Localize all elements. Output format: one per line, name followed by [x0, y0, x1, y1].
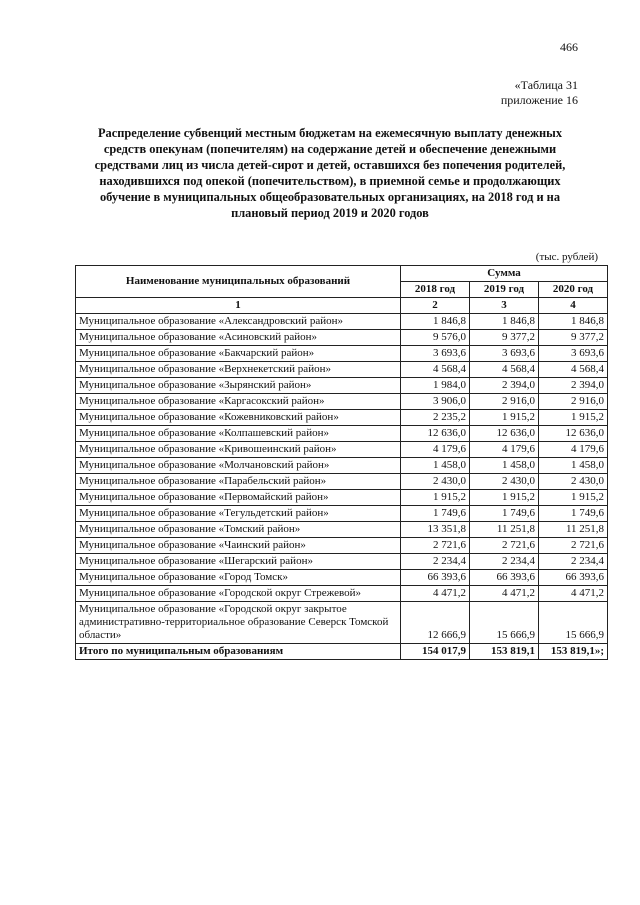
value-2019-cell: 1 915,2	[470, 490, 539, 506]
value-2019-cell: 4 179,6	[470, 442, 539, 458]
column-index-row	[76, 298, 608, 314]
value-2018-cell: 1 915,2	[401, 490, 470, 506]
municipality-name-cell: Муниципальное образование «Молчановский район»	[76, 458, 401, 474]
municipality-name-cell: Муниципальное образование «Бакчарский район»	[76, 346, 401, 362]
value-2020-cell: 9 377,2	[539, 330, 608, 346]
table-row	[76, 410, 608, 426]
value-2019-cell: 2 430,0	[470, 474, 539, 490]
table-row	[76, 330, 608, 346]
table-row	[76, 490, 608, 506]
value-2020-cell: 2 394,0	[539, 378, 608, 394]
table-row	[76, 474, 608, 490]
value-2018-cell: 4 471,2	[401, 586, 470, 602]
value-2019-cell: 2 394,0	[470, 378, 539, 394]
value-2020-cell: 15 666,9	[539, 602, 608, 644]
value-2020-cell: 11 251,8	[539, 522, 608, 538]
municipality-name-cell: Муниципальное образование «Верхнекетский район»	[76, 362, 401, 378]
value-2019-cell: 12 636,0	[470, 426, 539, 442]
value-2019-cell: 2 234,4	[470, 554, 539, 570]
municipality-name-cell: Муниципальное образование «Томский район»	[76, 522, 401, 538]
table-row	[76, 426, 608, 442]
value-2020-cell: 2 234,4	[539, 554, 608, 570]
table-ref-line1: «Таблица 31	[514, 78, 578, 92]
value-2019-cell: 4 471,2	[470, 586, 539, 602]
table-ref-line2: приложение 16	[500, 93, 578, 107]
value-2018-cell: 1 749,6	[401, 506, 470, 522]
value-2018-cell: 1 846,8	[401, 314, 470, 330]
value-2018-cell: 4 568,4	[401, 362, 470, 378]
value-2019-cell: 2 916,0	[470, 394, 539, 410]
header-name-column: Наименование муниципальных образований	[76, 266, 401, 298]
municipality-name-cell: Муниципальное образование «Александровский район»	[76, 314, 401, 330]
total-row	[76, 644, 608, 660]
value-2019-cell: 4 568,4	[470, 362, 539, 378]
value-2018-cell: 12 636,0	[401, 426, 470, 442]
municipality-name-cell: Муниципальное образование «Шегарский район»	[76, 554, 401, 570]
value-2018-cell: 3 693,6	[401, 346, 470, 362]
header-year-2018: 2018 год	[401, 282, 470, 298]
table-row	[76, 394, 608, 410]
municipality-name-cell: Муниципальное образование «Каргасокский район»	[76, 394, 401, 410]
value-2018-cell: 2 235,2	[401, 410, 470, 426]
value-2018-cell: 13 351,8	[401, 522, 470, 538]
value-2020-cell: 1 915,2	[539, 410, 608, 426]
value-2020-cell: 4 471,2	[539, 586, 608, 602]
municipality-name-cell: Муниципальное образование «Чаинский район»	[76, 538, 401, 554]
table-row	[76, 314, 608, 330]
index-cell: 2	[401, 298, 470, 314]
table-row	[76, 378, 608, 394]
total-2020: 153 819,1»;	[539, 644, 608, 660]
municipality-name-cell: Муниципальное образование «Тегульдетский район»	[76, 506, 401, 522]
page-number: 466	[560, 40, 578, 54]
value-2019-cell: 15 666,9	[470, 602, 539, 644]
value-2020-cell: 1 915,2	[539, 490, 608, 506]
municipality-name-cell: Муниципальное образование «Зырянский район»	[76, 378, 401, 394]
value-2018-cell: 3 906,0	[401, 394, 470, 410]
value-2019-cell: 66 393,6	[470, 570, 539, 586]
value-2018-cell: 2 430,0	[401, 474, 470, 490]
table-row	[76, 538, 608, 554]
municipality-name-cell: Муниципальное образование «Колпашевский район»	[76, 426, 401, 442]
value-2020-cell: 2 721,6	[539, 538, 608, 554]
municipality-name-cell: Муниципальное образование «Парабельский район»	[76, 474, 401, 490]
municipality-name-cell: Муниципальное образование «Кожевниковский район»	[76, 410, 401, 426]
total-label: Итого по муниципальным образованиям	[76, 644, 401, 660]
value-2019-cell: 2 721,6	[470, 538, 539, 554]
value-2020-cell: 2 916,0	[539, 394, 608, 410]
subsidy-table	[75, 265, 608, 660]
value-2020-cell: 3 693,6	[539, 346, 608, 362]
value-2018-cell: 1 458,0	[401, 458, 470, 474]
municipality-name-cell: Муниципальное образование «Первомайский район»	[76, 490, 401, 506]
value-2018-cell: 9 576,0	[401, 330, 470, 346]
table-row	[76, 554, 608, 570]
header-sum-group: Сумма	[401, 266, 608, 282]
municipality-name-cell: Муниципальное образование «Кривошеинский район»	[76, 442, 401, 458]
unit-note: (тыс. рублей)	[535, 251, 598, 263]
value-2020-cell: 2 430,0	[539, 474, 608, 490]
table-row	[76, 506, 608, 522]
total-2019: 153 819,1	[470, 644, 539, 660]
table-row	[76, 586, 608, 602]
value-2020-cell: 1 846,8	[539, 314, 608, 330]
value-2019-cell: 1 915,2	[470, 410, 539, 426]
value-2019-cell: 9 377,2	[470, 330, 539, 346]
value-2020-cell: 4 179,6	[539, 442, 608, 458]
value-2018-cell: 4 179,6	[401, 442, 470, 458]
value-2020-cell: 66 393,6	[539, 570, 608, 586]
municipality-name-cell: Муниципальное образование «Город Томск»	[76, 570, 401, 586]
value-2019-cell: 1 749,6	[470, 506, 539, 522]
value-2020-cell: 12 636,0	[539, 426, 608, 442]
document-title: Распределение субвенций местным бюджетам на ежемесячную выплату денежных средств опекунам (попечителям) на содержание детей и обеспечение денежными средствами лиц из числа детей-сирот и детей, оставшихся без попечения родителей, находившихся под опекой (попечительством), в приемной семье и продолжающих обучение в муниципальных общеобразовательных организациях, на 2018 год и на плановый период 2019 и 2020 годов	[94, 126, 566, 220]
value-2018-cell: 1 984,0	[401, 378, 470, 394]
header-year-2019: 2019 год	[470, 282, 539, 298]
table-row	[76, 346, 608, 362]
municipality-name-cell: Муниципальное образование «Городской округ Стрежевой»	[76, 586, 401, 602]
value-2019-cell: 1 846,8	[470, 314, 539, 330]
value-2018-cell: 2 721,6	[401, 538, 470, 554]
index-cell: 1	[76, 298, 401, 314]
municipality-name-cell: Муниципальное образование «Асиновский район»	[76, 330, 401, 346]
value-2019-cell: 1 458,0	[470, 458, 539, 474]
header-year-2020: 2020 год	[539, 282, 608, 298]
table-row	[76, 602, 608, 644]
table-reference	[501, 78, 578, 108]
value-2019-cell: 11 251,8	[470, 522, 539, 538]
total-2018: 154 017,9	[401, 644, 470, 660]
table-row	[76, 362, 608, 378]
header-row	[76, 266, 608, 282]
value-2018-cell: 12 666,9	[401, 602, 470, 644]
value-2020-cell: 4 568,4	[539, 362, 608, 378]
table-row	[76, 570, 608, 586]
value-2020-cell: 1 749,6	[539, 506, 608, 522]
index-cell: 3	[470, 298, 539, 314]
table-row	[76, 522, 608, 538]
index-cell: 4	[539, 298, 608, 314]
value-2018-cell: 66 393,6	[401, 570, 470, 586]
municipality-name-cell: Муниципальное образование «Городской округ закрытое административно-территориальное образование Северск Томской области»	[76, 602, 401, 644]
table-row	[76, 442, 608, 458]
value-2019-cell: 3 693,6	[470, 346, 539, 362]
value-2020-cell: 1 458,0	[539, 458, 608, 474]
value-2018-cell: 2 234,4	[401, 554, 470, 570]
table-row	[76, 458, 608, 474]
